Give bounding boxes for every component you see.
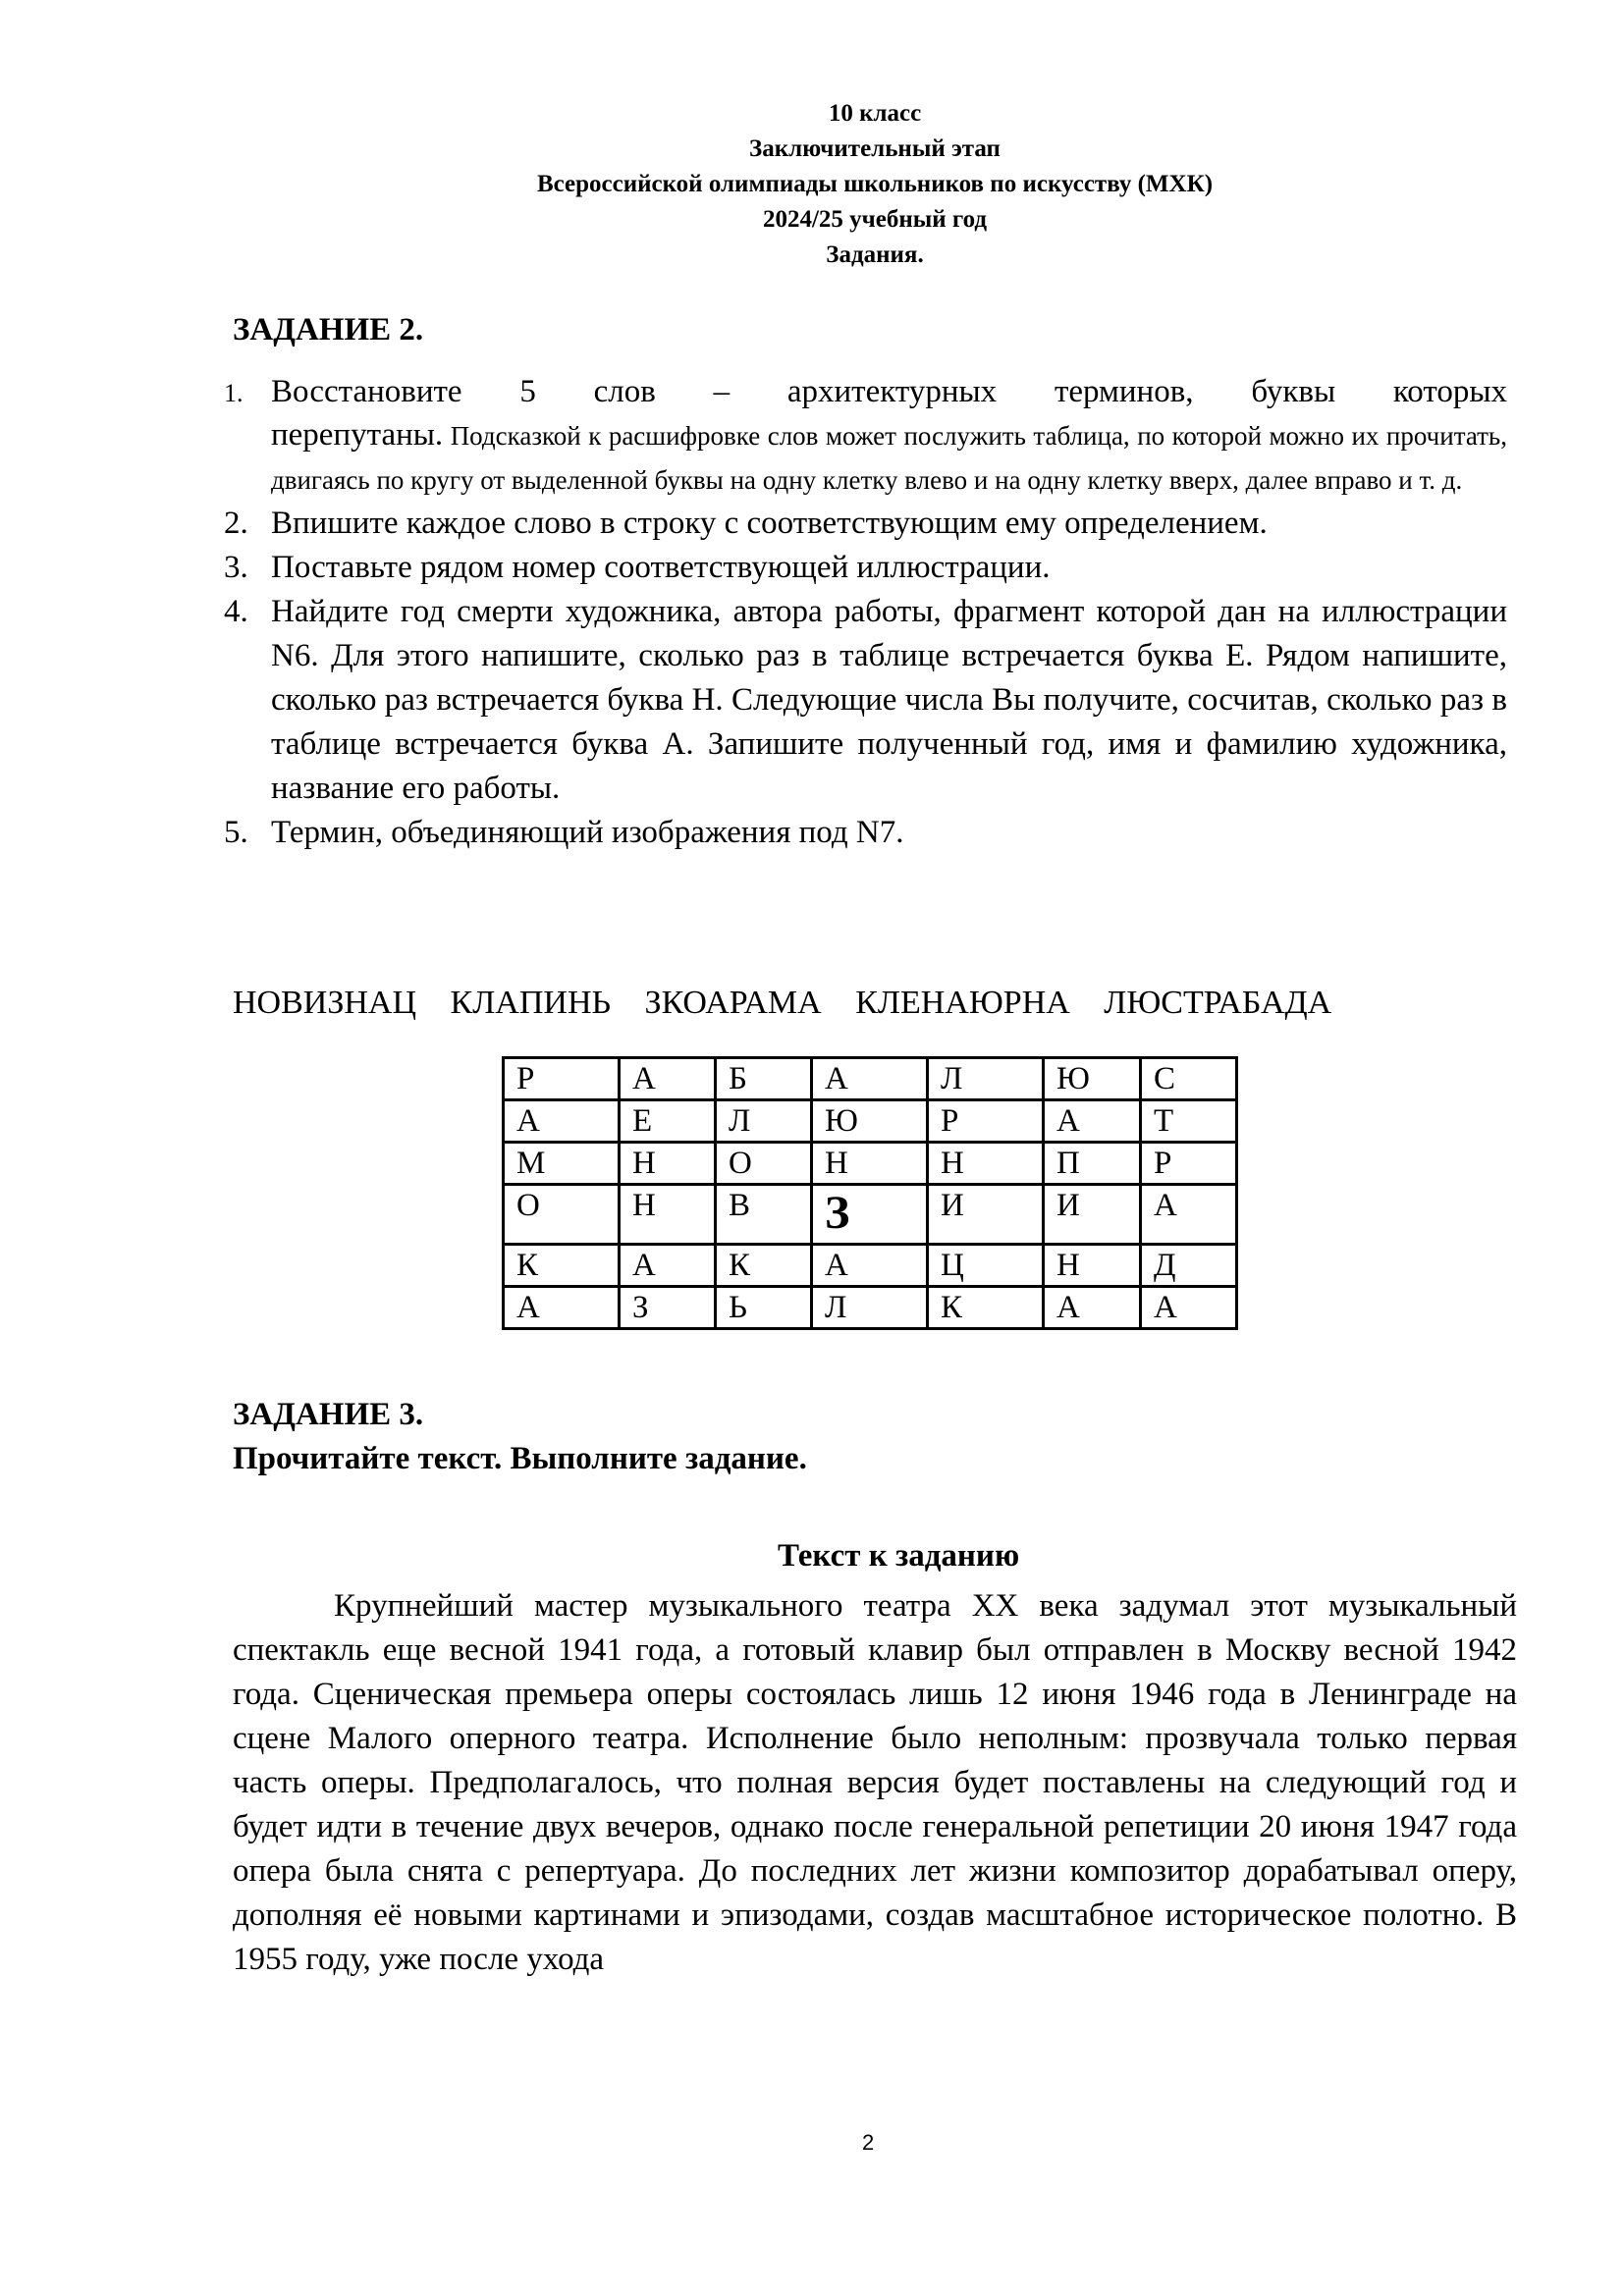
scrambled-word: НОВИЗНАЦ — [233, 985, 417, 1021]
grid-cell: Ц — [928, 1245, 1044, 1287]
task3-heading: ЗАДАНИЕ 3. — [233, 1397, 424, 1432]
grid-cell: А — [620, 1245, 716, 1287]
grid-cell: Д — [1141, 1245, 1237, 1287]
grid-cell: А — [504, 1287, 620, 1329]
list-item-number: 3. — [224, 550, 248, 585]
grid-cell: В — [716, 1185, 812, 1245]
table-row — [504, 1185, 1237, 1245]
list-item-text: Найдите год смерти художника, автора работы, фрагмент которой дан на иллюстрации N6. Для этого напишите, сколько раз в таблице встречается буква Е. Рядом напишите, сколько раз встречается буква Н. Следующие числа Вы получите, сосчитав, сколько раз в таблице встречается буква А. Запишите полученный год, имя и фамилию художника, название его работы. — [271, 594, 1507, 806]
grid-cell: Ю — [812, 1100, 928, 1143]
list-item-text: Поставьте рядом номер соответствующей иллюстрации. — [271, 550, 1051, 585]
grid-cell: А — [1141, 1185, 1237, 1245]
task2-instructions-list — [224, 371, 1507, 855]
list-item-lead-continued: перепутаны. — [271, 417, 444, 453]
list-item — [224, 811, 1507, 855]
grid-cell: Ь — [716, 1287, 812, 1329]
scrambled-word: ЗКОАРАМА — [644, 985, 822, 1021]
list-item-number: 4. — [224, 594, 248, 629]
list-item-lead-text: Восстановите 5 слов – архитектурных терминов, буквы которых — [271, 374, 1507, 409]
grid-cell: М — [504, 1143, 620, 1185]
list-item-text: Впишите каждое слово в строку с соответствующим ему определением. — [271, 506, 1268, 541]
header-stage: Заключительный этап — [749, 135, 1001, 162]
grid-cell: А — [1141, 1287, 1237, 1329]
list-item-hint-text: Подсказкой к расшифровке слов может послужить таблица, по которой можно их прочитать, двигаясь по кругу от выделенной буквы на одну клетку влево и на одну клетку вверх, далее вправо и т. д. — [271, 421, 1507, 495]
grid-cell: А — [812, 1245, 928, 1287]
grid-cell: Л — [812, 1287, 928, 1329]
table-row — [504, 1143, 1237, 1185]
list-item — [224, 502, 1507, 546]
grid-cell: К — [716, 1245, 812, 1287]
grid-cell: Т — [1141, 1100, 1237, 1143]
grid-cell: О — [716, 1143, 812, 1185]
header-tasks: Задания. — [826, 241, 924, 268]
grid-cell: Л — [928, 1058, 1044, 1100]
list-item — [224, 546, 1507, 590]
grid-cell: К — [928, 1287, 1044, 1329]
page-number: 2 — [862, 2130, 875, 2155]
grid-cell: И — [1044, 1185, 1141, 1245]
header-olympiad: Всероссийской олимпиады школьников по искусству (МХК) — [536, 171, 1214, 197]
grid-cell: О — [504, 1185, 620, 1245]
table-row — [504, 1245, 1237, 1287]
text-title: Текст к заданию — [778, 1538, 1020, 1574]
list-item-number: 5. — [224, 815, 248, 850]
list-item-text: Термин, объединяющий изображения под N7. — [271, 815, 904, 850]
grid-cell: Н — [620, 1143, 716, 1185]
grid-cell: П — [1044, 1143, 1141, 1185]
scrambled-word: КЛЕНАЮРНА — [855, 985, 1070, 1021]
list-item-number: 1. — [224, 379, 244, 407]
grid-cell: Р — [1141, 1143, 1237, 1185]
scrambled-words-line — [233, 982, 1343, 1025]
grid-cell: Ю — [1044, 1058, 1141, 1100]
grid-cell: А — [504, 1100, 620, 1143]
list-item — [224, 371, 1507, 502]
grid-cell: Б — [716, 1058, 812, 1100]
table-row — [504, 1058, 1237, 1100]
header-grade: 10 класс — [828, 100, 922, 127]
grid-cell: Р — [928, 1100, 1044, 1143]
header-school-year: 2024/25 учебный год — [762, 206, 988, 233]
scrambled-word: ЛЮСТРАБАДА — [1104, 985, 1332, 1021]
grid-cell: З — [620, 1287, 716, 1329]
scrambled-word: КЛАПИНЬ — [450, 985, 612, 1021]
grid-cell: Н — [620, 1185, 716, 1245]
document-header — [233, 96, 1517, 273]
grid-cell: Е — [620, 1100, 716, 1143]
grid-cell: С — [1141, 1058, 1237, 1100]
task3-instruction: Прочитайте текст. Выполните задание. — [233, 1441, 807, 1476]
letter-grid-table — [502, 1056, 1238, 1330]
grid-cell: Н — [1044, 1245, 1141, 1287]
task2-heading: ЗАДАНИЕ 2. — [233, 312, 424, 347]
table-row — [504, 1287, 1237, 1329]
grid-cell: Н — [812, 1143, 928, 1185]
grid-cell: А — [1044, 1287, 1141, 1329]
task3-body-text: Крупнейший мастер музыкального театра XX века задумал этот музыкальный спектакль еще весной 1941 года, а готовый клавир был отправлен в Москву весной 1942 года. Сценическая премьера оперы состоялась лишь 12 июня 1946 года в Ленинграде на сцене Малого оперного театра. Исполнение было неполным: прозвучала только первая часть оперы. Предполагалось, что полная версия будет поставлены на следующий год и будет идти в течение двух вечеров, однако после генеральной репетиции 20 июня 1947 года опера была снята с репертуара. До последних лет жизни композитор дорабатывал оперу, дополняя её новыми картинами и эпизодами, создав масштабное историческое полотно. В 1955 году, уже после ухода — [233, 1588, 1517, 1977]
grid-cell: А — [1044, 1100, 1141, 1143]
grid-cell: И — [928, 1185, 1044, 1245]
grid-cell: Р — [504, 1058, 620, 1100]
table-row — [504, 1100, 1237, 1143]
grid-cell-highlighted-start: З — [812, 1185, 928, 1245]
list-item — [224, 590, 1507, 811]
list-item-number: 2. — [224, 506, 248, 541]
grid-cell: К — [504, 1245, 620, 1287]
grid-cell: Н — [928, 1143, 1044, 1185]
grid-cell: А — [812, 1058, 928, 1100]
grid-cell: А — [620, 1058, 716, 1100]
grid-cell: Л — [716, 1100, 812, 1143]
